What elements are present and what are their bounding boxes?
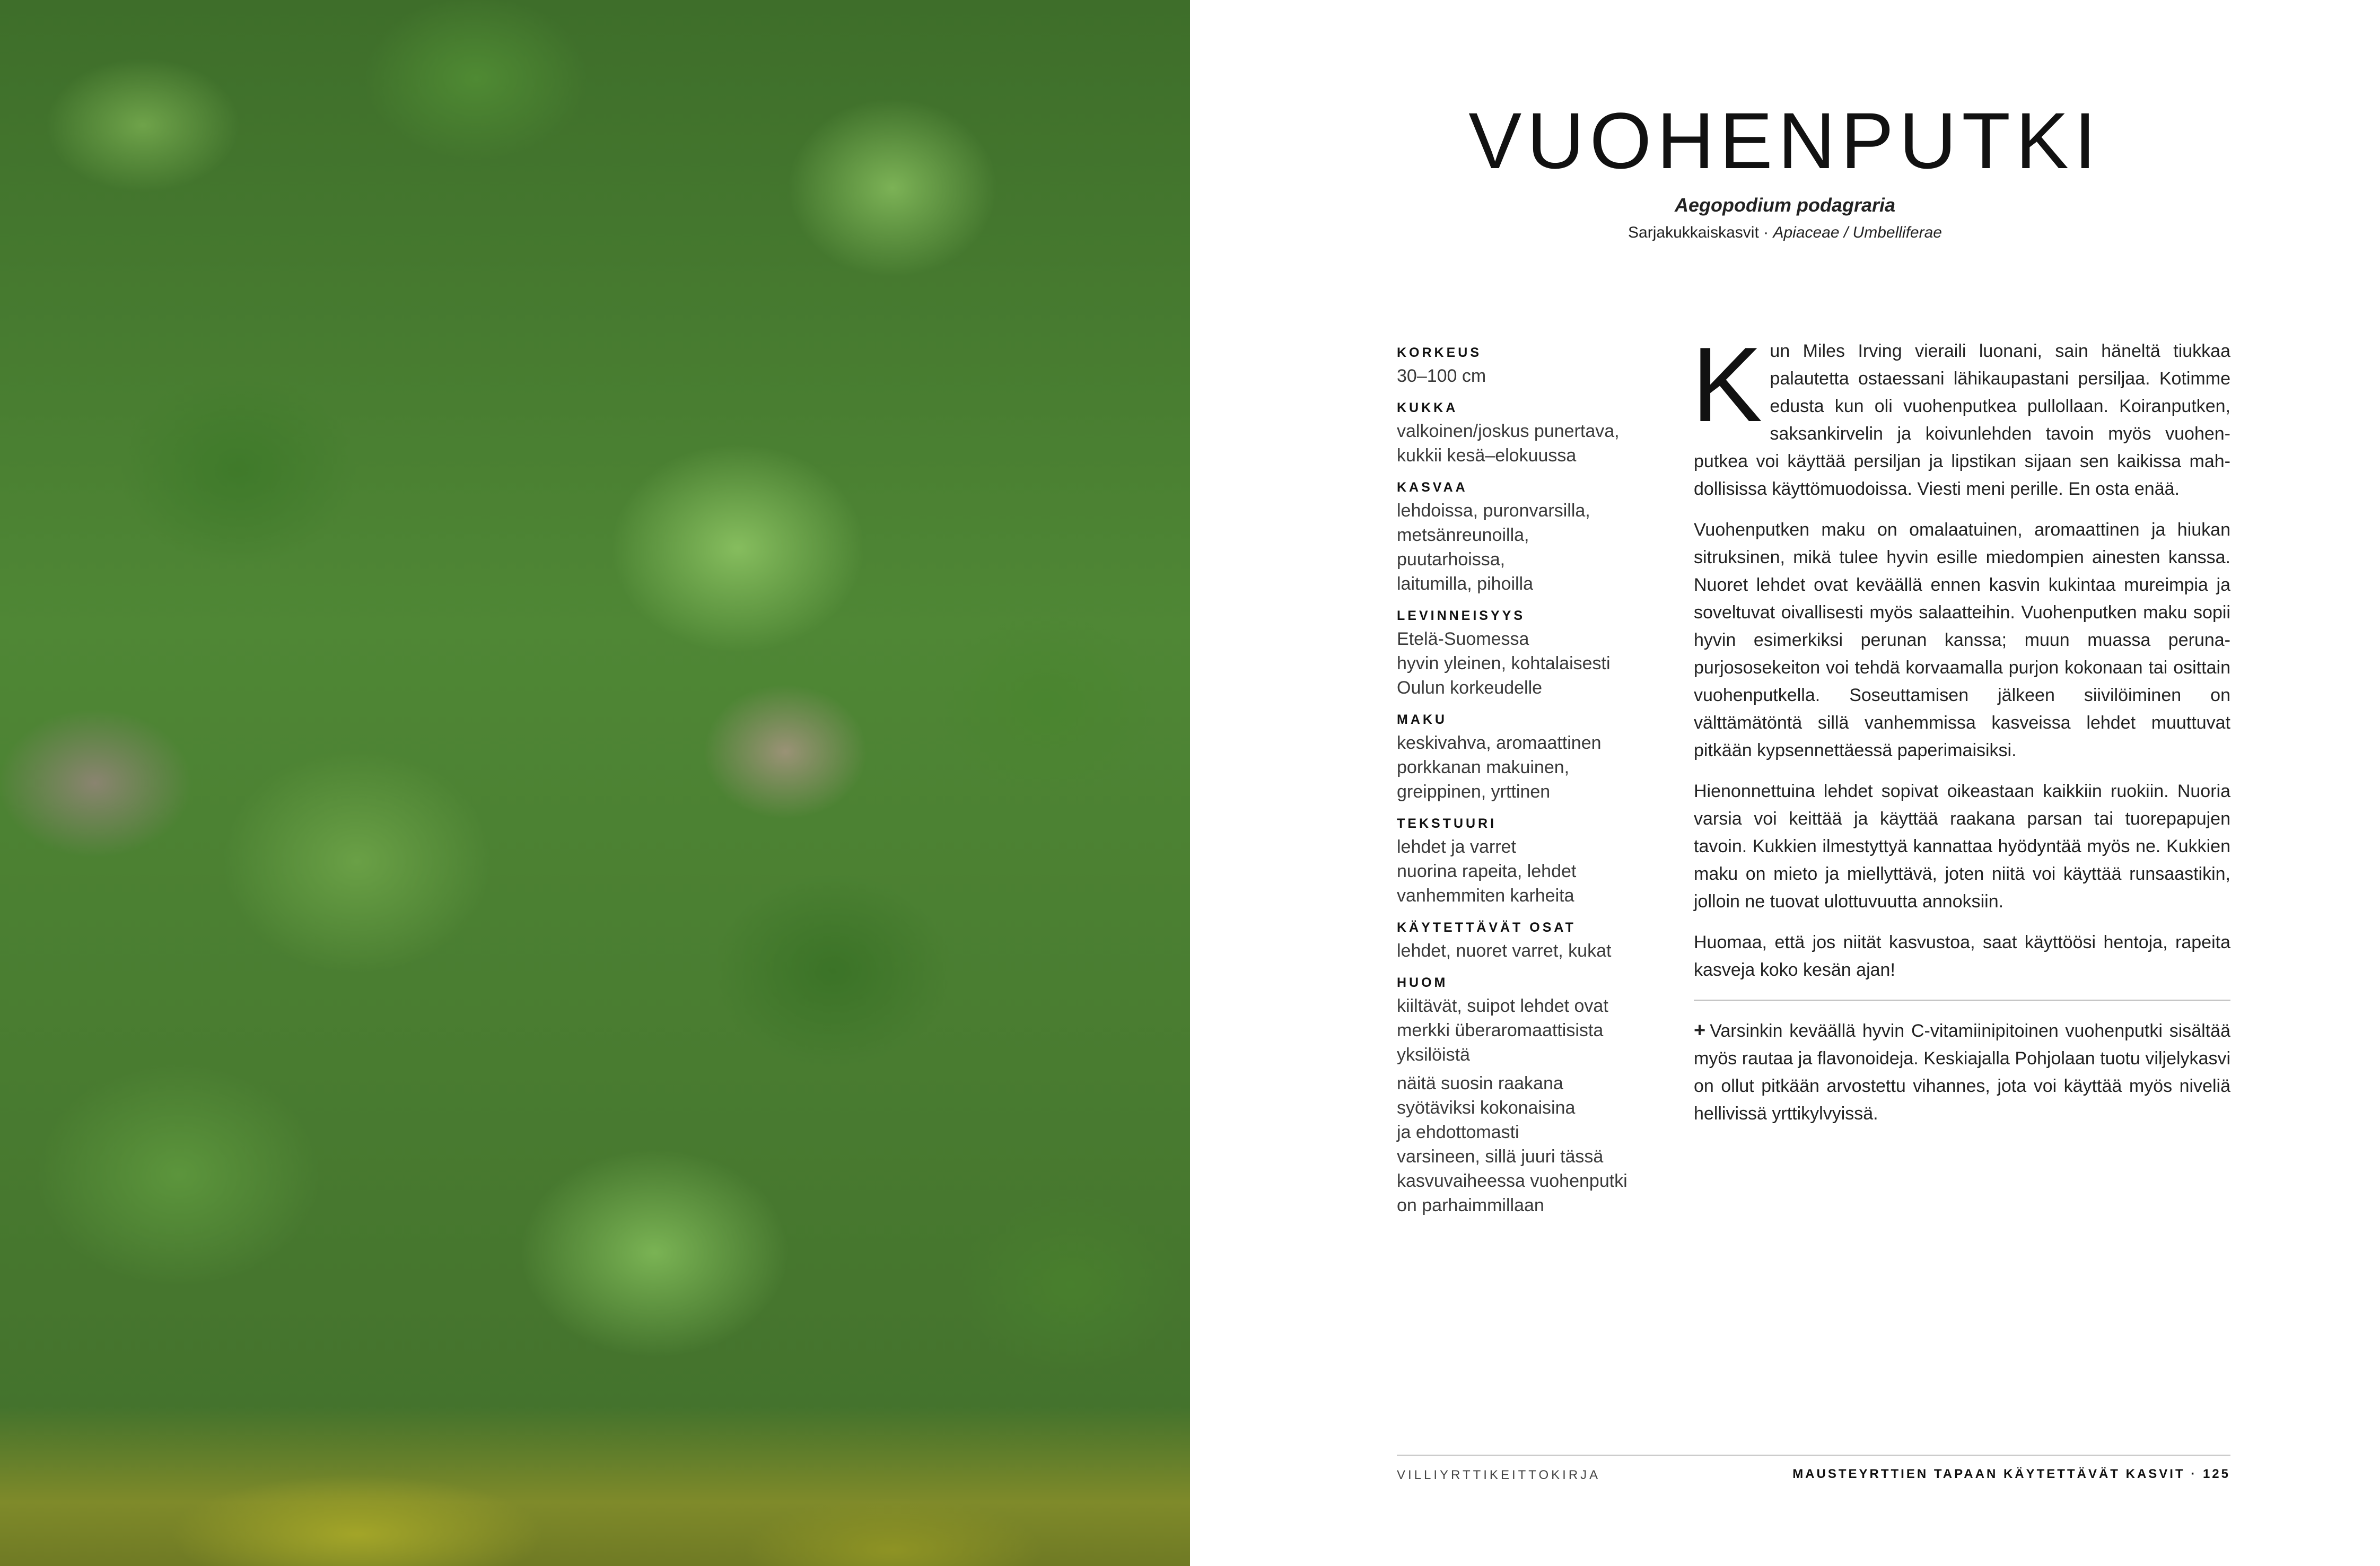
latin-name: Aegopodium podagraria xyxy=(1674,194,1896,216)
fact-label-maku: MAKU xyxy=(1397,712,1447,727)
footer-book-title: VILLIYRTTIKEITTOKIRJA xyxy=(1397,1468,1601,1482)
paragraph-2: Vuohenputken maku on omalaatuinen, aromaattinen ja hiukan sitruksinen, mikä tulee hyvin esille miedompien ainesten kanssa. Nuoret lehdet ovat keväällä ennen kasvin kukintaa mureimpia ja soveltuvat oivallisesti myös salaatteihin. Vuohenputken maku sopii hyvin esimerkiksi perunan kanssa; muun muassa perunapurjososekeiton voi tehdä korvaamalla purjon kokonaan tai osittain vuohenputkella. Soseuttamisen jälkeen siivilöiminen on välttämätöntä sillä vanhemmissa kasveissa lehdet muuttuvat pitkään kypsennettäessä paperimaisiksi. xyxy=(1694,520,2230,760)
fact-label-huom: HUOM xyxy=(1397,975,1448,990)
fact-label-tekstuuri: TEKSTUURI xyxy=(1397,816,1497,831)
note-paragraph xyxy=(1694,1017,2230,1127)
drop-cap: K xyxy=(1692,326,1763,444)
fact-value-huom-1: kiiltävät, suipot lehdet ovat merkki überaromaattisista yksilöistä xyxy=(1397,996,1608,1065)
paragraph-1-text: un Miles Irving vieraili luonani, sain häneltä tiukkaa palautetta ostaessani lähikaupastani persiljaa. Kotimme edusta kun oli vuohenputkea pullollaan. Koiranputken, saksankirvelin ja koivunlehden tavoin myös vuohenputkea voi käyttää persiljan ja lipstikan sijaan sen kaikissa mahdollisissa käyttömuodoissa. Viesti meni perille. En osta enää. xyxy=(1694,341,2230,499)
family-latin: Apiaceae / Umbelliferae xyxy=(1773,224,1942,241)
fact-value-kaytettavat-osat: lehdet, nuoret varret, kukat xyxy=(1397,941,1612,961)
moss-foreground xyxy=(0,1407,1190,1566)
family-common: Sarjakukkaiskasvit · xyxy=(1628,224,1773,241)
note-divider xyxy=(1694,1000,2230,1001)
paragraph-4: Huomaa, että jos niität kasvustoa, saat käyttöösi hentoja, rapeita kasveja koko kesän ajan! xyxy=(1694,932,2230,980)
footer-rule xyxy=(1397,1455,2230,1456)
footer-section-page: MAUSTEYRTTIEN TAPAAN KÄYTETTÄVÄT KASVIT · 125 xyxy=(1792,1467,2230,1481)
facts-sidebar xyxy=(1397,345,1662,1229)
fact-label-korkeus: KORKEUS xyxy=(1397,345,1482,360)
fact-label-levinneisyys: LEVINNEISYYS xyxy=(1397,608,1525,623)
fact-value-levinneisyys: Etelä-Suomessa hyvin yleinen, kohtalaisesti Oulun korkeudelle xyxy=(1397,629,1611,698)
fact-value-huom-2: näitä suosin raakana syötäviksi kokonaisina ja ehdottomasti varsineen, sillä juuri tässä kasvuvaiheessa vuohenputki on parhaimmillaan xyxy=(1397,1073,1628,1215)
fact-value-tekstuuri: lehdet ja varret nuorina rapeita, lehdet vanhemmiten karheita xyxy=(1397,837,1577,906)
note-text: Varsinkin keväällä hyvin C-vitamiinipitoinen vuohenputki sisältää myös rautaa ja flavonoideja. Keskiajalla Pohjolaan tuotu viljelykasvi on ollut pitkään arvostettu vihannes, jota voi käyttää myös niveliä hellivissä yrttikylvyissä. xyxy=(1694,1021,2230,1124)
fact-value-korkeus: 30–100 cm xyxy=(1397,366,1486,386)
page-title: VUOHENPUTKI xyxy=(1468,96,2102,185)
text-page xyxy=(1190,0,2380,1566)
article-body xyxy=(1692,326,2230,1141)
plus-icon: + xyxy=(1694,1019,1706,1042)
fact-value-kasvaa: lehdoissa, puronvarsilla, metsänreunoilla, puutarhoissa, laitumilla, pihoilla xyxy=(1397,501,1590,594)
fact-label-kasvaa: KASVAA xyxy=(1397,480,1468,495)
fact-value-maku: keskivahva, aromaattinen porkkanan makuinen, greippinen, yrttinen xyxy=(1397,733,1602,802)
plant-family xyxy=(1190,224,2380,242)
paragraph-1 xyxy=(1692,326,2230,503)
fact-label-kukka: KUKKA xyxy=(1397,400,1458,415)
fact-label-kaytettavat-osat: KÄYTETTÄVÄT OSAT xyxy=(1397,920,1576,935)
paragraph-3: Hienonnettuina lehdet sopivat oikeastaan kaikkiin ruokiin. Nuoria varsia voi keittää ja käyttää raakana parsan tai tuorepapujen tavoin. Kukkien ilmestyttyä kannattaa hyödyntää myös ne. Kukkien maku on mieto ja miellyttävä, joten niitä voi käyttää runsaastikin, jolloin ne tuovat ulottuvuutta annoksiin. xyxy=(1694,781,2230,912)
fact-value-kukka: valkoinen/joskus punertava, kukkii kesä–elokuussa xyxy=(1397,421,1620,466)
